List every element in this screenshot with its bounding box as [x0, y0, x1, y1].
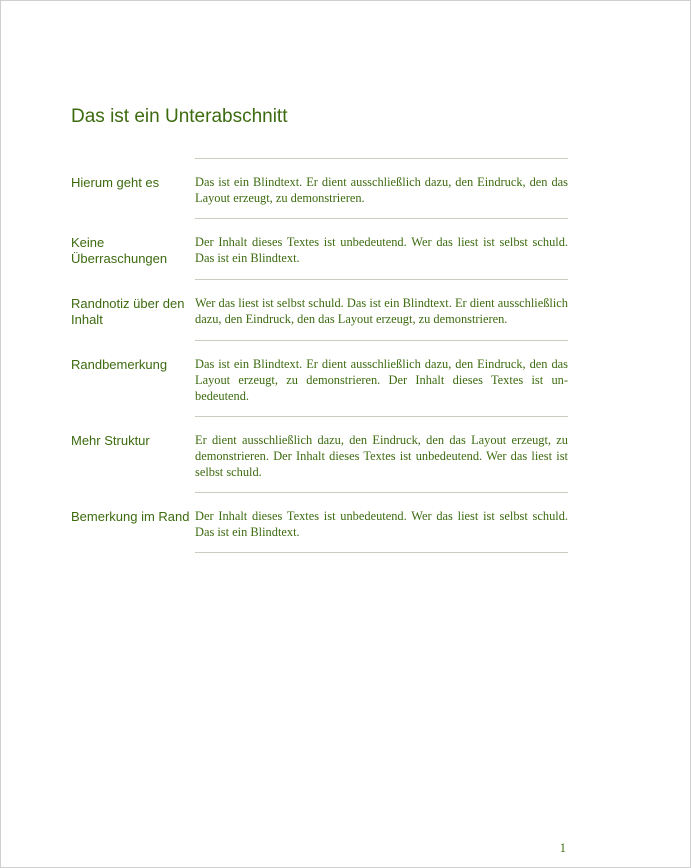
margin-notes-list	[71, 158, 568, 553]
note-paragraph: Der Inhalt dieses Textes ist unbedeutend. Wer das liest ist selbst schuld. Das ist ein Blindtext.	[195, 509, 568, 539]
note-row	[71, 280, 568, 341]
page-number: 1	[559, 841, 566, 855]
note-row	[71, 493, 568, 553]
note-paragraph: Das ist ein Blindtext. Er dient ausschließlich dazu, den Eindruck, den das Layout erzeugt, zu demonstrieren.	[195, 175, 568, 205]
note-paragraph: Der Inhalt dieses Textes ist unbedeutend. Wer das liest ist selbst schuld. Das ist ein Blindtext.	[195, 235, 568, 265]
note-row	[71, 219, 568, 280]
note-paragraph: Wer das liest ist selbst schuld. Das ist ein Blindtext. Er dient ausschließlich dazu, den Eindruck, den das Layout erzeugt, zu demonstrieren.	[195, 296, 568, 326]
margin-note-label: Randbemerkung	[71, 357, 168, 372]
note-row	[71, 417, 568, 493]
note-paragraph: Das ist ein Blindtext. Er dient ausschließlich dazu, den Eindruck, den das Layout erzeugt, zu demonstrieren. Der Inhalt dieses Textes ist unbedeutend.	[195, 357, 568, 403]
margin-note-label: Mehr Struktur	[71, 433, 150, 448]
margin-note-label: Keine Überraschungen	[71, 235, 168, 266]
row-rule	[195, 552, 568, 553]
margin-note-label: Randnotiz über den Inhalt	[71, 296, 185, 327]
subsection-title: Das ist ein Unterabschnitt	[71, 106, 288, 127]
margin-note-label: Bemerkung im Rand	[71, 509, 190, 524]
note-row	[71, 341, 568, 417]
note-paragraph: Er dient ausschließlich dazu, den Eindruck, den das Layout erzeugt, zu demonstrieren. Der Inhalt dieses Textes ist unbedeutend. Wer das liest ist selbst schuld.	[195, 433, 568, 479]
note-row	[71, 159, 568, 219]
margin-note-label: Hierum geht es	[71, 175, 160, 190]
